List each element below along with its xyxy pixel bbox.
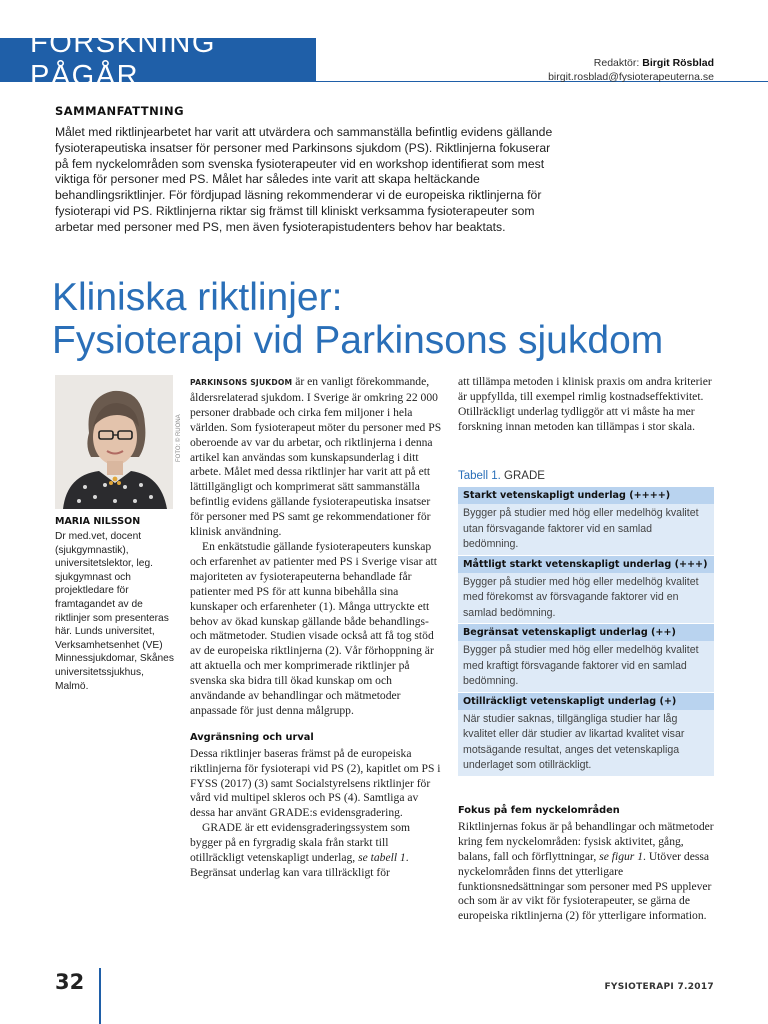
editor-name: Birgit Rösblad [642,57,714,69]
figure-reference: se figur 1 [599,849,644,863]
body-column-2-lower [458,794,714,924]
section-banner [0,27,316,92]
publication-info: FYSIOTERAPI 7.2017 [604,982,714,992]
paragraph-text: Riktlinjernas fokus är på behandlingar och mätmetoder kring fem nyckelområden: fysisk aktivitet, gång, balans, fall och förflyttningar, [458,819,714,863]
footer-rule [99,968,101,1024]
table-row-body: Bygger på studier med hög eller medelhög kvalitet utan försvagande faktorer vid en samlad bedömning. [458,504,714,555]
paragraph-text: är en vanligt förekommande, åldersrelaterad sjukdom. I Sverige är omkring 22 000 personer drabbade och cirka fem miljoner i hela världen. Som fysioterapeut möter du personer med PS oberoende av var du arbetar, och riktlinjerna i denna artikel kan användas som kunskapsunderlag i ditt arbete. Målet med dessa riktlinjer har varit att på ett lättillgängligt och komprimerat sätt sammanställa befintlig evidens gällande fysioterapeutiska insatser för personer med PS samt ge rekommendationer för klinisk användning. [190,375,442,539]
editor-email[interactable]: birgit.rosblad@fysioterapeuterna.se [548,71,714,83]
paragraph-text: . Begränsat underlag kan vara tillräckligt för [190,851,409,879]
table-row-body: När studier saknas, tillgängliga studier har låg kvalitet eller där studier av likartad kvalitet visar motsägande resultat, anges det vetenskapliga underlaget som otillräckligt. [458,710,714,776]
editor-info [548,56,714,84]
article-title-line-1: Kliniska riktlinjer: [52,276,343,319]
table-row-body: Bygger på studier med hög eller medelhög kvalitet med kraftigt försvagande faktorer vid en samlad bedömning. [458,641,714,692]
author-portrait [55,375,173,509]
page-number: 32 [55,970,85,994]
body-column-2 [458,375,714,435]
subheading: Avgränsning och urval [190,731,314,743]
article-title [52,276,732,362]
article-title-line-2: Fysioterapi vid Parkinsons sjukdom [52,319,664,362]
paragraph [190,375,444,540]
table-reference: se tabell 1 [358,851,406,865]
paragraph: att tillämpa metoden i klinisk praxis om andra kriterier är uppfyllda, till exempel rimlig kostnadseffektivitet. Otillräckligt underlag tydliggör att vi måste ha mer forskning innan metoden kan tillämpas i stor skala. [458,375,712,433]
table-row-heading: Måttligt starkt vetenskapligt underlag (+++) [458,555,714,573]
editor-label: Redaktör: [593,57,640,69]
author-name: MARIA NILSSON [55,516,141,527]
table-caption [458,470,714,482]
table-row-body: Bygger på studier med hög eller medelhög kvalitet med förekomst av försvagande faktorer vid en samlad bedömning. [458,573,714,624]
paragraph-text: GRADE är ett evidensgraderingssystem som bygger på en fyrgradig skala från starkt till otillräckligt vetenskapligt underlag, [190,821,411,865]
lead-in: PARKINSONS SJUKDOM [190,378,293,387]
table-row-heading: Otillräckligt vetenskapligt underlag (+) [458,692,714,710]
paragraph-text: . Utöver dessa nyckelområden finns det ytterligare funktionsnedsättningar som personer med PS upplever och som är av vikt för fysioterapeuter, se gärna de europeiska riktlinjerna (2) för ytterligare information. [458,849,712,923]
table-caption-title: GRADE [504,470,545,482]
author-bio: Dr med.vet, docent (sjukgymnastik), universitetslektor, leg. sjukgymnast och projektledare för framtagandet av de riktlinjer som presenteras här. Lunds universitet, Verksamhetsenhet (VE) Minnessjukdomar, Skånes universitetssjukhus, Malmö. [55,531,174,692]
paragraph [458,820,714,924]
grade-table [458,470,714,776]
portrait-image [55,375,173,509]
body-column-1 [190,375,444,881]
paragraph: En enkätstudie gällande fysioterapeuters kunskap och erfarenhet av patienter med PS i Sverige visar att majoriteten av fysioterapeuterna behandlade får patienter med PS för att kunna bibehålla sina kunskaper och erfarenheter (1). Många uttryckte ett behov av ökad kunskap gällande både behandlings- och mätmetoder. Studien visade också att få tog stöd av de europeiska riktlinjerna (2). Vår förhoppning är att aktuella och mer komprimerade riktlinjer på svenska ska bidra till ökad kunskap om och användande av behandlingar och mätmetoder anpassade för just denna målgrupp. [190,539,437,717]
table-row-heading: Begränsat vetenskapligt underlag (++) [458,623,714,641]
summary-text: Målet med riktlinjearbetet har varit att utvärdera och sammanställa befintlig evidens gällande fysioterapeutiska insatser för personer med Parkinsons sjukdom (PS). Riktlinjerna fokuserar på fem nyckelområden som svenska fysioterapeuter vid en workshop identifierat som mest viktiga för personer med PS. Målet har således inte varit att skapa heltäckande behandlingsriktlinjer. För fördjupad läsning rekommenderar vi de europeiska riktlinjerna för fysioterapi vid PS. Riktlinjerna riktar sig främst till kliniskt verksamma fysioterapeuter som arbetar med personer med PS, men även fysioterapistudenters behov har beaktats. [55,125,553,234]
table-caption-number: Tabell 1. [458,470,501,482]
photo-credit: FOTO: © RUONA [176,414,182,462]
paragraph: Dessa riktlinjer baseras främst på de europeiska riktlinjerna för fysioterapi vid PS (2), kapitlet om PS i FYSS (2017) (3) samt Socialstyrelsens riktlinjer för vård vid multipel skleros och PS (4). Samtliga av dessa har använt GRADE:s evidensgradering. [190,746,441,820]
section-title: FORSKNING PÅGÅR [30,27,216,92]
summary-heading: SAMMANFATTNING [55,104,185,118]
paragraph [190,821,444,881]
table-row-heading: Starkt vetenskapligt underlag (++++) [458,486,714,504]
subheading: Fokus på fem nyckelområden [458,805,620,816]
